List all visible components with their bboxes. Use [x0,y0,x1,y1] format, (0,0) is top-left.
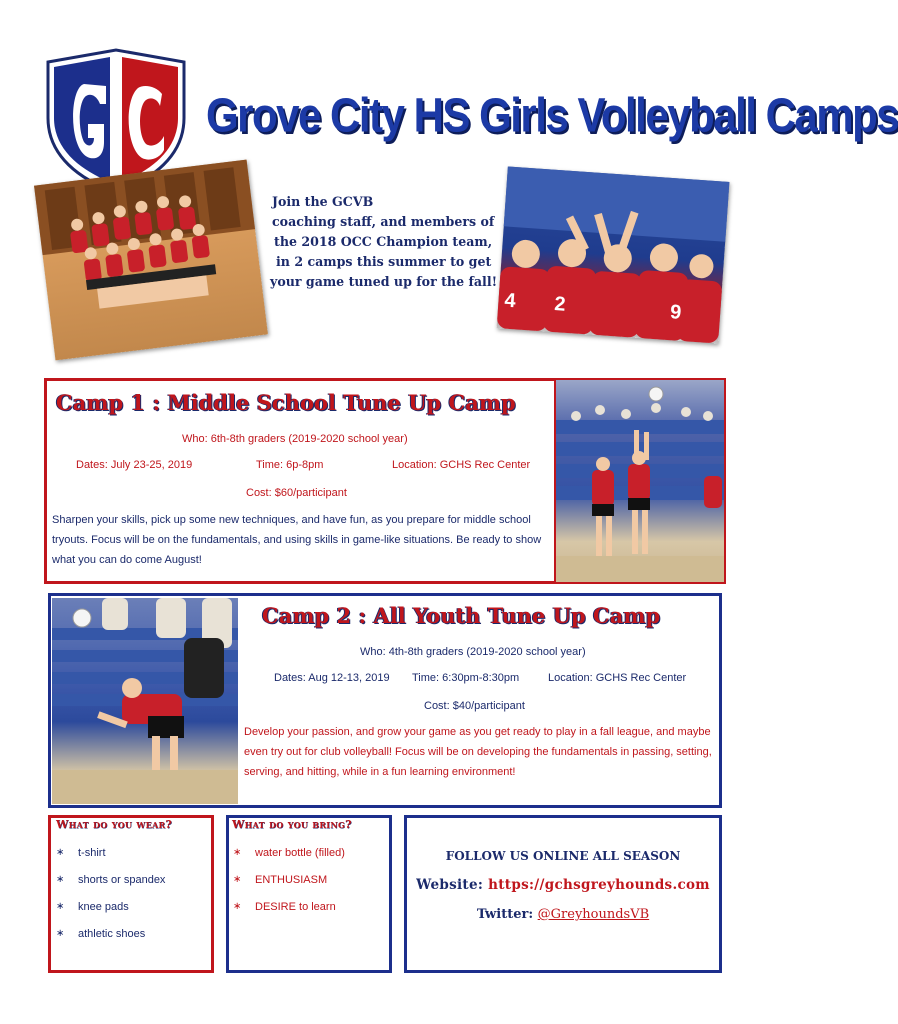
wear-list [56,847,206,955]
list-item-text: t-shirt [78,847,106,859]
list-item [233,847,383,874]
follow-heading: FOLLOW US ONLINE ALL SEASON [445,849,681,863]
list-item [233,901,383,928]
svg-text:9: 9 [669,301,683,324]
intro-line: Join the GCVB [272,194,374,209]
team-photo [34,160,268,361]
huddle-photo [497,166,730,343]
camp2-title: Camp 2 : All Youth Tune Up Camp [262,603,661,628]
bullet-icon: ∗ [56,874,65,885]
camp1-location: Location: GCHS Rec Center [392,459,531,471]
svg-text:4: 4 [503,289,517,313]
block-photo [556,380,724,582]
wear-heading: What do you wear? [56,818,173,831]
list-item-text: water bottle (filled) [255,847,345,859]
intro-line: your game tuned up for the fall! [270,274,498,289]
bullet-icon: ∗ [56,901,65,912]
intro-line: in 2 camps this summer to get [276,254,492,269]
camp2-location: Location: GCHS Rec Center [548,672,687,684]
camp2-who: Who: 4th-8th graders (2019-2020 school year) [360,646,586,658]
bullet-icon: ∗ [233,901,242,912]
camp1-title: Camp 1 : Middle School Tune Up Camp [56,390,516,415]
bring-list [233,847,383,928]
list-item [56,928,206,955]
website-link[interactable]: https://gchsgreyhounds.com [488,877,710,893]
intro-line: the 2018 OCC Champion team, [274,234,493,249]
camp1-dates: Dates: July 23-25, 2019 [76,459,193,471]
list-item [56,901,206,928]
list-item-text: knee pads [78,901,129,913]
website-label: Website: [416,877,484,893]
bullet-icon: ∗ [233,874,242,885]
twitter-link[interactable]: @GreyhoundsVB [537,907,650,922]
bring-heading: What do you bring? [232,818,352,831]
list-item-text: DESIRE to learn [255,901,336,913]
camp2-cost: Cost: $40/participant [424,700,525,712]
list-item [233,874,383,901]
camp1-cost: Cost: $60/participant [246,487,347,499]
list-item-text: shorts or spandex [78,874,166,886]
camp1-description: Sharpen your skills, pick up some new techniques, and have fun, as you prepare for middle school tryouts. Focus will be on the fundamentals, and using skills in game-like situations. Be ready to show what you can do come August! [52,514,542,566]
page-title: Grove City HS Girls Volleyball Camps [206,88,898,143]
list-item-text: athletic shoes [78,928,146,940]
bullet-icon: ∗ [233,847,242,858]
list-item [56,847,206,874]
camp2-description: Develop your passion, and grow your game as you get ready to play in a fall league, and maybe even try out for club volleyball! Focus will be on developing the fundamentals in passing, setting, serving, and hitting, while in a fun learning environment! [244,726,712,778]
twitter-label: Twitter: [476,907,534,922]
intro-text [262,192,512,292]
follow-box [404,815,722,973]
bullet-icon: ∗ [56,847,65,858]
list-item-text: ENTHUSIASM [255,874,328,886]
svg-text:2: 2 [553,293,567,316]
camp1-time: Time: 6p-8pm [256,459,324,471]
bullet-icon: ∗ [56,928,65,939]
intro-line: coaching staff, and members of [272,214,495,229]
list-item [56,874,206,901]
website-line [404,877,722,893]
dig-photo [52,598,238,804]
camp1-who: Who: 6th-8th graders (2019-2020 school year) [182,433,408,445]
camp2-dates: Dates: Aug 12-13, 2019 [274,672,390,684]
camp2-time: Time: 6:30pm-8:30pm [412,672,520,684]
twitter-line [404,907,722,922]
